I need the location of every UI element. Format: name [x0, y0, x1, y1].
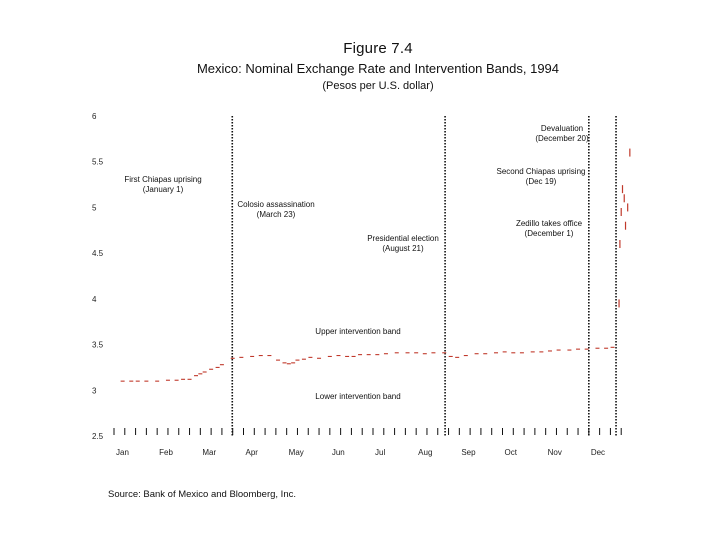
event-label: (March 23) — [256, 210, 296, 219]
lower-band-label: Lower intervention band — [315, 392, 401, 401]
x-tick-label: Nov — [547, 448, 562, 457]
event-label: Devaluation — [540, 124, 584, 133]
x-tick-label: Sep — [461, 448, 476, 457]
chart-title: Mexico: Nominal Exchange Rate and Intervention Bands, 1994 — [196, 61, 560, 76]
event-label: First Chiapas uprising — [124, 175, 202, 184]
x-tick-label: Jan — [116, 448, 129, 457]
source-note: Source: Bank of Mexico and Bloomberg, Inc. — [108, 489, 296, 500]
y-tick-label: 4 — [92, 294, 97, 304]
y-tick-label: 6 — [92, 112, 97, 121]
event-label: Zedillo takes office — [515, 219, 583, 228]
y-tick-label: 3 — [92, 386, 97, 396]
y-tick-label: 3.5 — [92, 340, 104, 350]
y-axis — [92, 112, 104, 441]
x-axis — [114, 428, 621, 457]
x-tick-label: May — [288, 448, 304, 457]
event-label: (December 20) — [535, 134, 589, 143]
chart-unit: (Pesos per U.S. dollar) — [322, 80, 434, 92]
event-markers — [124, 116, 616, 436]
event-label: Presidential election — [367, 234, 439, 243]
event-label: Colosio assassination — [237, 200, 315, 209]
x-tick-label: Apr — [245, 448, 258, 457]
event-label: (August 21) — [382, 244, 424, 253]
x-tick-label: Feb — [159, 448, 173, 457]
x-tick-label: Mar — [202, 448, 217, 457]
y-tick-label: 4.5 — [92, 249, 104, 259]
event-label: (Dec 19) — [525, 177, 557, 186]
x-tick-label: Jun — [331, 448, 345, 457]
x-tick-label: Jul — [375, 448, 386, 457]
y-tick-label: 5.5 — [92, 157, 104, 167]
figure-number: Figure 7.4 — [343, 40, 413, 57]
upper-band-label: Upper intervention band — [315, 327, 401, 336]
event-label: (January 1) — [142, 185, 184, 194]
x-tick-label: Dec — [590, 448, 606, 457]
x-tick-label: Aug — [418, 448, 433, 457]
event-label: Second Chiapas uprising — [496, 167, 586, 176]
x-tick-label: Oct — [504, 448, 517, 457]
band-labels — [315, 327, 400, 401]
y-tick-label: 5 — [92, 203, 97, 213]
event-label: (December 1) — [524, 229, 574, 238]
y-tick-label: 2.5 — [92, 432, 104, 441]
